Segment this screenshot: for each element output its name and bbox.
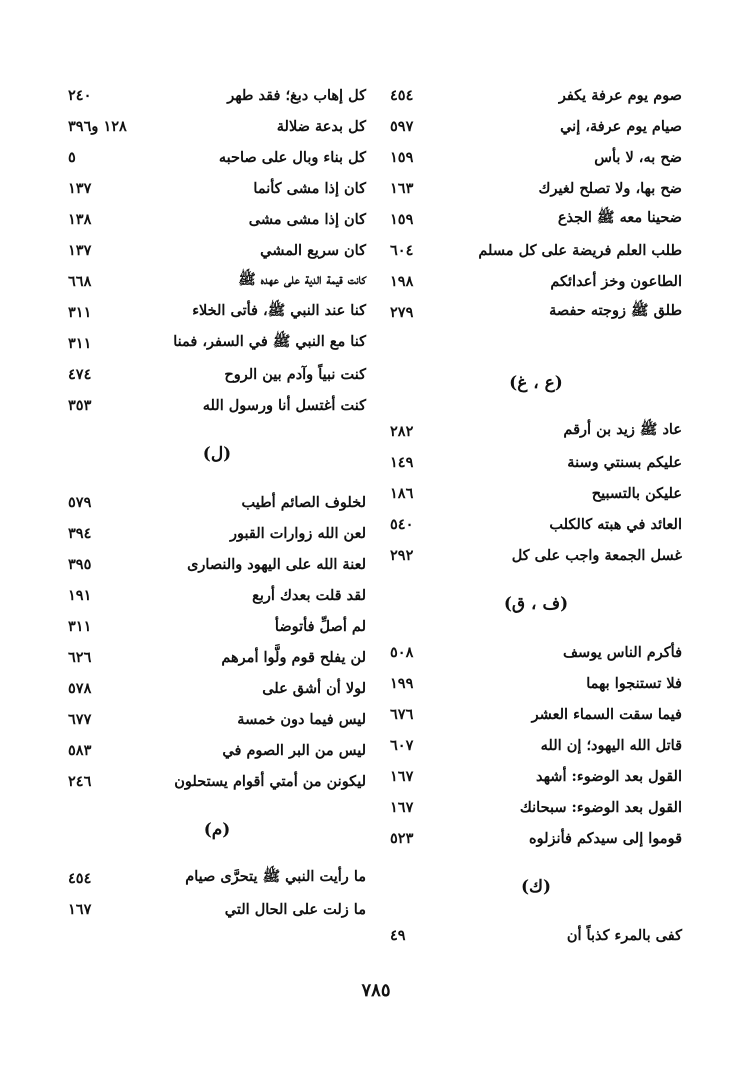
group-kaf-continued (68, 80, 366, 421)
entry-text: قوموا إلى سيدكم فأنزلوه (529, 830, 682, 847)
index-entry (68, 518, 366, 549)
group-fa-qaf (390, 637, 682, 854)
group-ain-ghain (390, 416, 682, 571)
entry-text: كان إذا مشى مشى (248, 211, 366, 228)
index-entry (390, 80, 682, 111)
section-heading-mim: (م) (203, 820, 231, 840)
index-entry (390, 266, 682, 297)
entry-page-number: ٦٧٧ (68, 711, 92, 728)
index-entry (68, 611, 366, 642)
index-entry (68, 142, 366, 173)
entry-page-number: ١٦٧ (390, 799, 414, 816)
entry-text: ضحينا معه ﷺ الجذع (557, 209, 682, 226)
entry-page-number: ١٣٧ (68, 242, 92, 259)
entry-text: صيام يوم عرفة، إني (560, 118, 682, 135)
index-entry (68, 328, 366, 359)
entry-text: قاتل الله اليهود؛ إن الله (540, 737, 682, 754)
entry-page-number: ١٣٧ (68, 180, 92, 197)
entry-page-number: ١٥٩ (390, 211, 414, 228)
index-entry (68, 580, 366, 611)
index-entry (68, 111, 366, 142)
entry-page-number: ٤٧٤ (68, 366, 92, 383)
entry-page-number: ٣١١ (68, 618, 92, 635)
entry-page-number: ١٣٨ (68, 211, 92, 228)
entry-text: كل بناء وبال على صاحبه (218, 149, 366, 166)
index-entry (68, 359, 366, 390)
index-entry (390, 478, 682, 509)
index-entry (68, 80, 366, 111)
entry-page-number: ٥٩٧ (390, 118, 414, 135)
entry-text: ليكونن من أمتي أقوام يستحلون (174, 773, 366, 790)
entry-page-number: ١٦٧ (390, 768, 414, 785)
index-entry (390, 668, 682, 699)
index-entry (390, 699, 682, 730)
entry-page-number: ٥٢٣ (390, 830, 414, 847)
entry-text: لعن الله زوارات القبور (230, 525, 366, 542)
index-entry (68, 487, 366, 518)
entry-text: ضح به، لا بأس (594, 149, 682, 166)
index-entry (68, 266, 366, 297)
entry-text: عليكن بالتسبيح (591, 485, 682, 502)
index-entry (68, 204, 366, 235)
index-entry (390, 204, 682, 235)
entry-page-number: ٣١١ (68, 335, 92, 352)
entry-text: صوم يوم عرفة يكفر (558, 87, 682, 104)
index-entry (68, 704, 366, 735)
entry-text: كنت نبياً وآدم بين الروح (224, 366, 366, 383)
index-entry (68, 642, 366, 673)
entry-page-number: ١٦٧ (68, 901, 92, 918)
index-entry (390, 416, 682, 447)
group-mim (68, 863, 366, 925)
entry-text: فلا تستنجوا بهما (586, 675, 682, 692)
entry-page-number: ١٩١ (68, 587, 92, 604)
index-entry (390, 173, 682, 204)
entry-text: الطاعون وخز أعدائكم (550, 273, 682, 290)
entry-page-number: ١٦٣ (390, 180, 414, 197)
index-entry (390, 509, 682, 540)
entry-text: العائد في هبته كالكلب (549, 516, 682, 533)
entry-text: كنا مع النبي ﷺ في السفر، فمنا (173, 333, 366, 350)
entry-text: ليس فيما دون خمسة (237, 711, 366, 728)
entry-page-number: ٤٥٤ (390, 87, 414, 104)
index-entry (390, 142, 682, 173)
entry-page-number: ١٩٨ (390, 273, 414, 290)
entry-page-number: ٥ (68, 149, 76, 166)
entry-text: القول بعد الوضوء: سبحانك (519, 799, 682, 816)
entry-page-number: ٣١١ (68, 304, 92, 321)
group-sad-dad-ta (390, 80, 682, 328)
index-entry (68, 549, 366, 580)
entry-text: طلب العلم فريضة على كل مسلم (478, 242, 682, 259)
entry-text: طلق ﷺ زوجته حفصة (549, 302, 682, 319)
entry-text: كان سريع المشي (260, 242, 366, 259)
entry-text: ليس من البر الصوم في (222, 742, 366, 759)
entry-page-number: ٢٨٢ (390, 423, 414, 440)
entry-text: كنت أغتسل أنا ورسول الله (202, 397, 366, 414)
entry-page-number: ٥٧٩ (68, 494, 92, 511)
entry-page-number: ٥٨٣ (68, 742, 92, 759)
index-entry (68, 894, 366, 925)
page-number: ٧٨٥ (361, 980, 391, 1001)
index-entry (390, 823, 682, 854)
entry-page-number: ٦٧٦ (390, 706, 414, 723)
entry-text: فأكرم الناس يوسف (563, 644, 682, 661)
entry-page-number: ١٥٩ (390, 149, 414, 166)
entry-page-number: ١٩٩ (390, 675, 414, 692)
index-entry (68, 235, 366, 266)
entry-text: عليكم بسنتي وسنة (567, 454, 682, 471)
entry-page-number: ١٤٩ (390, 454, 414, 471)
index-entry (390, 761, 682, 792)
index-entry (390, 235, 682, 266)
entry-text: كل بدعة ضلالة (276, 118, 366, 135)
section-heading-lam: (ل) (202, 444, 232, 464)
entry-page-number: ١٨٦ (390, 485, 414, 502)
index-entry (68, 735, 366, 766)
entry-text: كان إذا مشى كأنما (253, 180, 366, 197)
entry-text: غسل الجمعة واجب على كل (511, 547, 682, 564)
index-entry (390, 792, 682, 823)
entry-text: لخلوف الصائم أطيب (241, 494, 366, 511)
entry-page-number: ٥٧٨ (68, 680, 92, 697)
index-entry (68, 173, 366, 204)
index-entry (390, 730, 682, 761)
section-heading-kaf: (ك) (520, 877, 552, 897)
index-entry (68, 673, 366, 704)
entry-text: كانت قيمة الدية على عهده ﷺ (238, 271, 366, 288)
entry-text: لن يفلح قوم ولَّوا أمرهم (221, 649, 366, 666)
index-entry (390, 920, 682, 951)
entry-page-number: ٥٠٨ (390, 644, 414, 661)
section-heading-ain-ghain: (ع ، غ) (509, 373, 563, 393)
entry-text: عاد ﷺ زيد بن أرقم (563, 421, 682, 438)
entry-text: لولا أن أشق على (262, 680, 366, 697)
index-entry (68, 390, 366, 421)
entry-text: لم أصلِّ فأتوضأ (274, 618, 366, 635)
entry-text: ما رأيت النبي ﷺ يتحرَّى صيام (185, 868, 366, 885)
entry-page-number: ٦٠٤ (390, 242, 414, 259)
index-entry (68, 297, 366, 328)
entry-page-number: ٢٩٢ (390, 547, 414, 564)
entry-page-number: ٥٤٠ (390, 516, 414, 533)
entry-page-number: ٦٦٨ (68, 273, 92, 290)
entry-text: كفى بالمرء كذباً أن (566, 927, 682, 944)
entry-page-number: ٢٤٦ (68, 773, 92, 790)
entry-text: ما زلت على الحال التي (224, 901, 366, 918)
entry-page-number: ٦٠٧ (390, 737, 414, 754)
index-entry (390, 637, 682, 668)
entry-text: كنا عند النبي ﷺ، فأتى الخلاء (192, 302, 366, 319)
entry-text: كل إهاب دبغ؛ فقد طهر (227, 87, 366, 104)
entry-page-number: ٣٩٥ (68, 556, 92, 573)
index-entry (390, 297, 682, 328)
index-entry (390, 540, 682, 571)
section-heading-fa-qaf: (ف ، ق) (503, 594, 569, 614)
entry-text: القول بعد الوضوء: أشهد (536, 768, 682, 785)
entry-page-number: ٣٥٣ (68, 397, 92, 414)
entry-page-number: ٤٩ (390, 927, 406, 944)
entry-text: لقد قلت بعدك أربع (252, 587, 366, 604)
index-entry (68, 766, 366, 797)
right-column (390, 80, 682, 951)
entry-text: فيما سقت السماء العشر (531, 706, 682, 723)
entry-page-number: ٤٥٤ (68, 870, 92, 887)
entry-page-number: ١٢٨ و٣٩٦ (68, 118, 127, 135)
index-entry (390, 111, 682, 142)
group-lam (68, 487, 366, 797)
entry-page-number: ٢٧٩ (390, 304, 414, 321)
entry-page-number: ٦٢٦ (68, 649, 92, 666)
entry-page-number: ٣٩٤ (68, 525, 92, 542)
left-column (68, 80, 366, 925)
entry-text: ضح بها، ولا تصلح لغيرك (538, 180, 682, 197)
group-kaf (390, 920, 682, 951)
index-entry (68, 863, 366, 894)
entry-page-number: ٢٤٠ (68, 87, 92, 104)
index-entry (390, 447, 682, 478)
entry-text: لعنة الله على اليهود والنصارى (187, 556, 366, 573)
